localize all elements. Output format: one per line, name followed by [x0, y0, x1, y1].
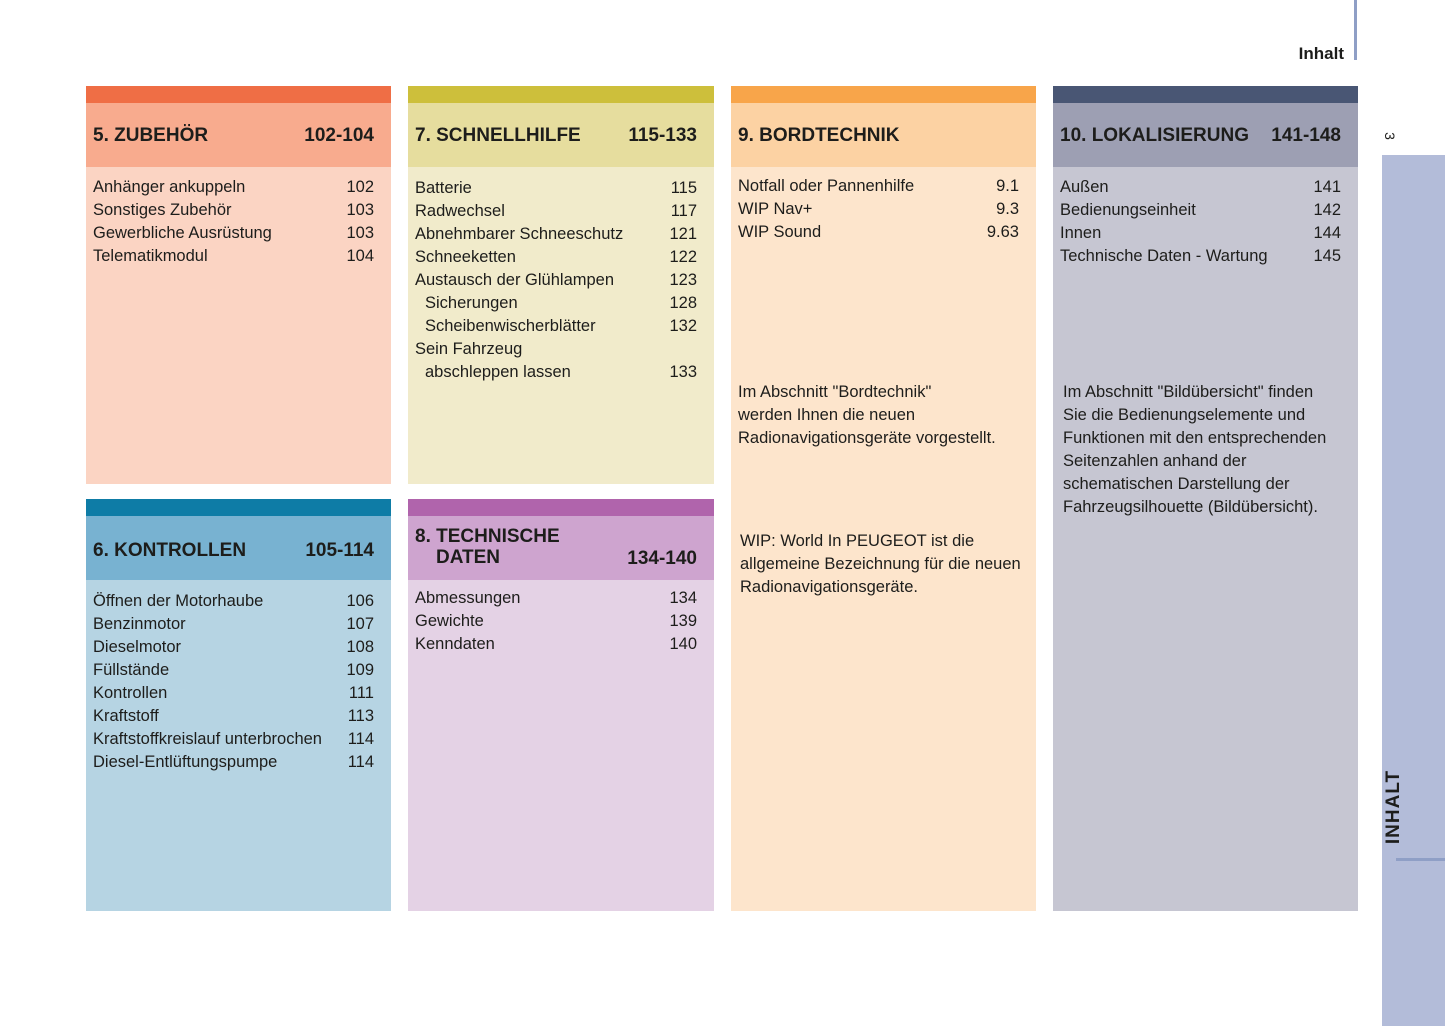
toc-entry-label: Schneeketten [415, 248, 516, 266]
toc-entry-label: Bedienungseinheit [1060, 201, 1196, 219]
toc-entry-page: 141 [1313, 178, 1341, 196]
toc-entry[interactable] [415, 225, 697, 248]
toc-entry[interactable] [738, 223, 1019, 246]
toc-entry-page: 9.3 [996, 200, 1019, 218]
section-page-range: 134-140 [627, 548, 697, 569]
toc-entry[interactable] [415, 589, 697, 612]
toc-entry-page: 9.63 [986, 223, 1019, 241]
toc-entry-label: Telematikmodul [93, 247, 208, 265]
toc-entry[interactable] [415, 317, 697, 340]
side-tab-divider [1396, 858, 1445, 861]
toc-entry-label: WIP Sound [738, 223, 822, 241]
toc-entry-label: Sein Fahrzeug [415, 340, 523, 358]
toc-entry[interactable] [415, 635, 697, 658]
toc-entry[interactable] [415, 179, 697, 202]
toc-entry-label: Benzinmotor [93, 615, 186, 633]
toc-entry-label: Abnehmbarer Schneeschutz [415, 225, 624, 243]
toc-entry[interactable] [93, 615, 374, 638]
toc-entry[interactable] [415, 271, 697, 294]
toc-entry-label: Innen [1060, 224, 1102, 242]
section-color-bar [408, 86, 714, 103]
toc-entry[interactable] [415, 248, 697, 271]
toc-entry-page: 106 [346, 592, 374, 610]
toc-entry-label: Kontrollen [93, 684, 168, 702]
toc-entry-page: 104 [346, 247, 374, 265]
side-tab-label: INHALT [1383, 769, 1404, 845]
toc-entry[interactable] [93, 592, 374, 615]
toc-entry-page: 113 [347, 707, 374, 725]
note-line: WIP: World In PEUGEOT ist die [740, 532, 975, 550]
toc-entry-label: Kenndaten [415, 635, 495, 653]
toc-entry[interactable] [93, 684, 374, 707]
section-bordtechnik [731, 86, 1036, 911]
toc-entry-label: Kraftstoffkreislauf unterbrochen [93, 730, 322, 748]
toc-entry[interactable] [415, 363, 697, 386]
toc-entry-page: 133 [669, 363, 697, 381]
toc-entry-page: 128 [669, 294, 697, 312]
section-body [86, 167, 391, 484]
toc-entry[interactable] [93, 753, 374, 776]
toc-entry-label: Abmessungen [415, 589, 521, 607]
toc-entry-page: 134 [669, 589, 697, 607]
section-color-bar [1053, 86, 1358, 103]
toc-entry-label: Sicherungen [425, 294, 518, 312]
toc-entry-label: Füllstände [93, 661, 170, 679]
toc-entry[interactable] [1060, 201, 1341, 224]
note-line: allgemeine Bezeichnung für die neuen [740, 555, 1021, 573]
toc-entry[interactable] [93, 247, 374, 270]
toc-entry-page: 145 [1313, 247, 1341, 265]
page-number: 3 [1382, 132, 1398, 140]
section-title: 9. BORDTECHNIK [738, 125, 900, 146]
section-page-range: 141-148 [1271, 125, 1341, 146]
section-body [408, 580, 714, 911]
note-line: werden Ihnen die neuen [738, 406, 916, 424]
note-line: Funktionen mit den entsprechenden [1063, 429, 1327, 447]
section-page-range: 115-133 [628, 125, 697, 146]
toc-entry[interactable] [415, 340, 697, 363]
toc-entry[interactable] [738, 177, 1019, 200]
section-header [731, 103, 1036, 167]
toc-entry-page: 117 [670, 202, 697, 220]
toc-entry-page: 111 [348, 684, 374, 702]
section-header [408, 516, 714, 580]
toc-entry[interactable] [93, 178, 374, 201]
section-page-range: 105-114 [305, 540, 374, 561]
toc-entry[interactable] [1060, 224, 1341, 247]
toc-entry[interactable] [93, 224, 374, 247]
note-line: Sie die Bedienungselemente und [1063, 406, 1306, 424]
toc-entry-label: Technische Daten - Wartung [1060, 247, 1268, 265]
toc-entry-label: Batterie [415, 179, 472, 197]
toc-entry[interactable] [93, 730, 374, 753]
section-color-bar [86, 86, 391, 103]
toc-entry-label: Radwechsel [415, 202, 505, 220]
section-color-bar [408, 499, 714, 516]
toc-entry-page: 144 [1313, 224, 1341, 242]
toc-entry-label: Dieselmotor [93, 638, 182, 656]
toc-entry-label: WIP Nav+ [738, 200, 813, 218]
toc-entry-label: Außen [1060, 178, 1109, 196]
toc-entry-page: 102 [346, 178, 374, 196]
toc-entry-label: Öffnen der Motorhaube [93, 592, 264, 610]
section-technische-daten [408, 499, 714, 911]
note-line: Im Abschnitt "Bordtechnik" [738, 383, 932, 401]
section-zubehoer [86, 86, 391, 484]
toc-entry-page: 103 [346, 201, 374, 219]
toc-entry-label: Anhänger ankuppeln [93, 178, 246, 196]
toc-entry-page: 103 [346, 224, 374, 242]
toc-entry-label: Gewerbliche Ausrüstung [93, 224, 272, 242]
section-header [408, 103, 714, 167]
side-tab[interactable] [1382, 155, 1445, 1026]
section-body [1053, 167, 1358, 911]
section-title: 5. ZUBEHÖR [93, 125, 209, 146]
toc-entry[interactable] [415, 294, 697, 317]
toc-entry-page: 139 [669, 612, 697, 630]
toc-entry[interactable] [415, 612, 697, 635]
toc-entry-page: 132 [669, 317, 697, 335]
section-schnellhilfe [408, 86, 714, 484]
toc-entry-page: 121 [669, 225, 697, 243]
section-title-line: DATEN [436, 547, 501, 568]
toc-entry-page: 108 [346, 638, 374, 656]
toc-entry[interactable] [93, 201, 374, 224]
section-title: 7. SCHNELLHILFE [415, 125, 581, 146]
toc-entry-label: Diesel-Entlüftungspumpe [93, 753, 278, 771]
toc-entry[interactable] [93, 661, 374, 684]
toc-entry-label: Notfall oder Pannenhilfe [738, 177, 915, 195]
toc-entry-label: Kraftstoff [93, 707, 159, 725]
note-line: schematischen Darstellung der [1063, 475, 1290, 493]
toc-entry-page: 114 [347, 753, 374, 771]
toc-entry-label: abschleppen lassen [425, 363, 571, 381]
section-note [740, 530, 1021, 599]
section-lokalisierung [1053, 86, 1358, 911]
section-title-line: 8. TECHNISCHE [415, 526, 560, 547]
toc-entry[interactable] [1060, 247, 1341, 270]
page-header-title: Inhalt [1298, 44, 1344, 63]
section-title: 10. LOKALISIERUNG [1060, 125, 1249, 146]
toc-entry-page: 9.1 [996, 177, 1019, 195]
section-color-bar [731, 86, 1036, 103]
toc-entry[interactable] [1060, 178, 1341, 201]
section-header [86, 516, 391, 580]
section-body [86, 580, 391, 911]
section-kontrollen [86, 499, 391, 911]
section-page-range: 102-104 [304, 125, 374, 146]
toc-entry-page: 114 [347, 730, 374, 748]
toc-entry[interactable] [415, 202, 697, 225]
section-body [731, 167, 1036, 911]
section-note [1063, 381, 1326, 519]
toc-entry-page: 115 [670, 179, 697, 197]
note-line: Im Abschnitt "Bildübersicht" finden [1063, 383, 1314, 401]
section-body [408, 167, 714, 484]
section-title: 6. KONTROLLEN [93, 540, 247, 561]
section-title [415, 526, 560, 568]
toc-entry[interactable] [738, 200, 1019, 223]
note-line: Radionavigationsgeräte. [740, 578, 918, 596]
toc-entry-page: 123 [669, 271, 697, 289]
toc-entry-page: 142 [1313, 201, 1341, 219]
section-note [738, 381, 996, 450]
toc-entry-page: 107 [346, 615, 374, 633]
toc-entry-page: 122 [669, 248, 697, 266]
note-line: Seitenzahlen anhand der [1063, 452, 1247, 470]
toc-entry[interactable] [93, 638, 374, 661]
toc-entry-label: Scheibenwischerblätter [425, 317, 596, 335]
toc-entry-page: 140 [669, 635, 697, 653]
toc-entry-label: Austausch der Glühlampen [415, 271, 615, 289]
header-divider [1354, 0, 1357, 60]
note-line: Fahrzeugsilhouette (Bildübersicht). [1063, 498, 1318, 516]
toc-entry-label: Gewichte [415, 612, 484, 630]
toc-entry-page: 109 [346, 661, 374, 679]
section-color-bar [86, 499, 391, 516]
toc-entry-label: Sonstiges Zubehör [93, 201, 232, 219]
toc-entry[interactable] [93, 707, 374, 730]
note-line: Radionavigationsgeräte vorgestellt. [738, 429, 996, 447]
section-header [86, 103, 391, 167]
section-header [1053, 103, 1358, 167]
